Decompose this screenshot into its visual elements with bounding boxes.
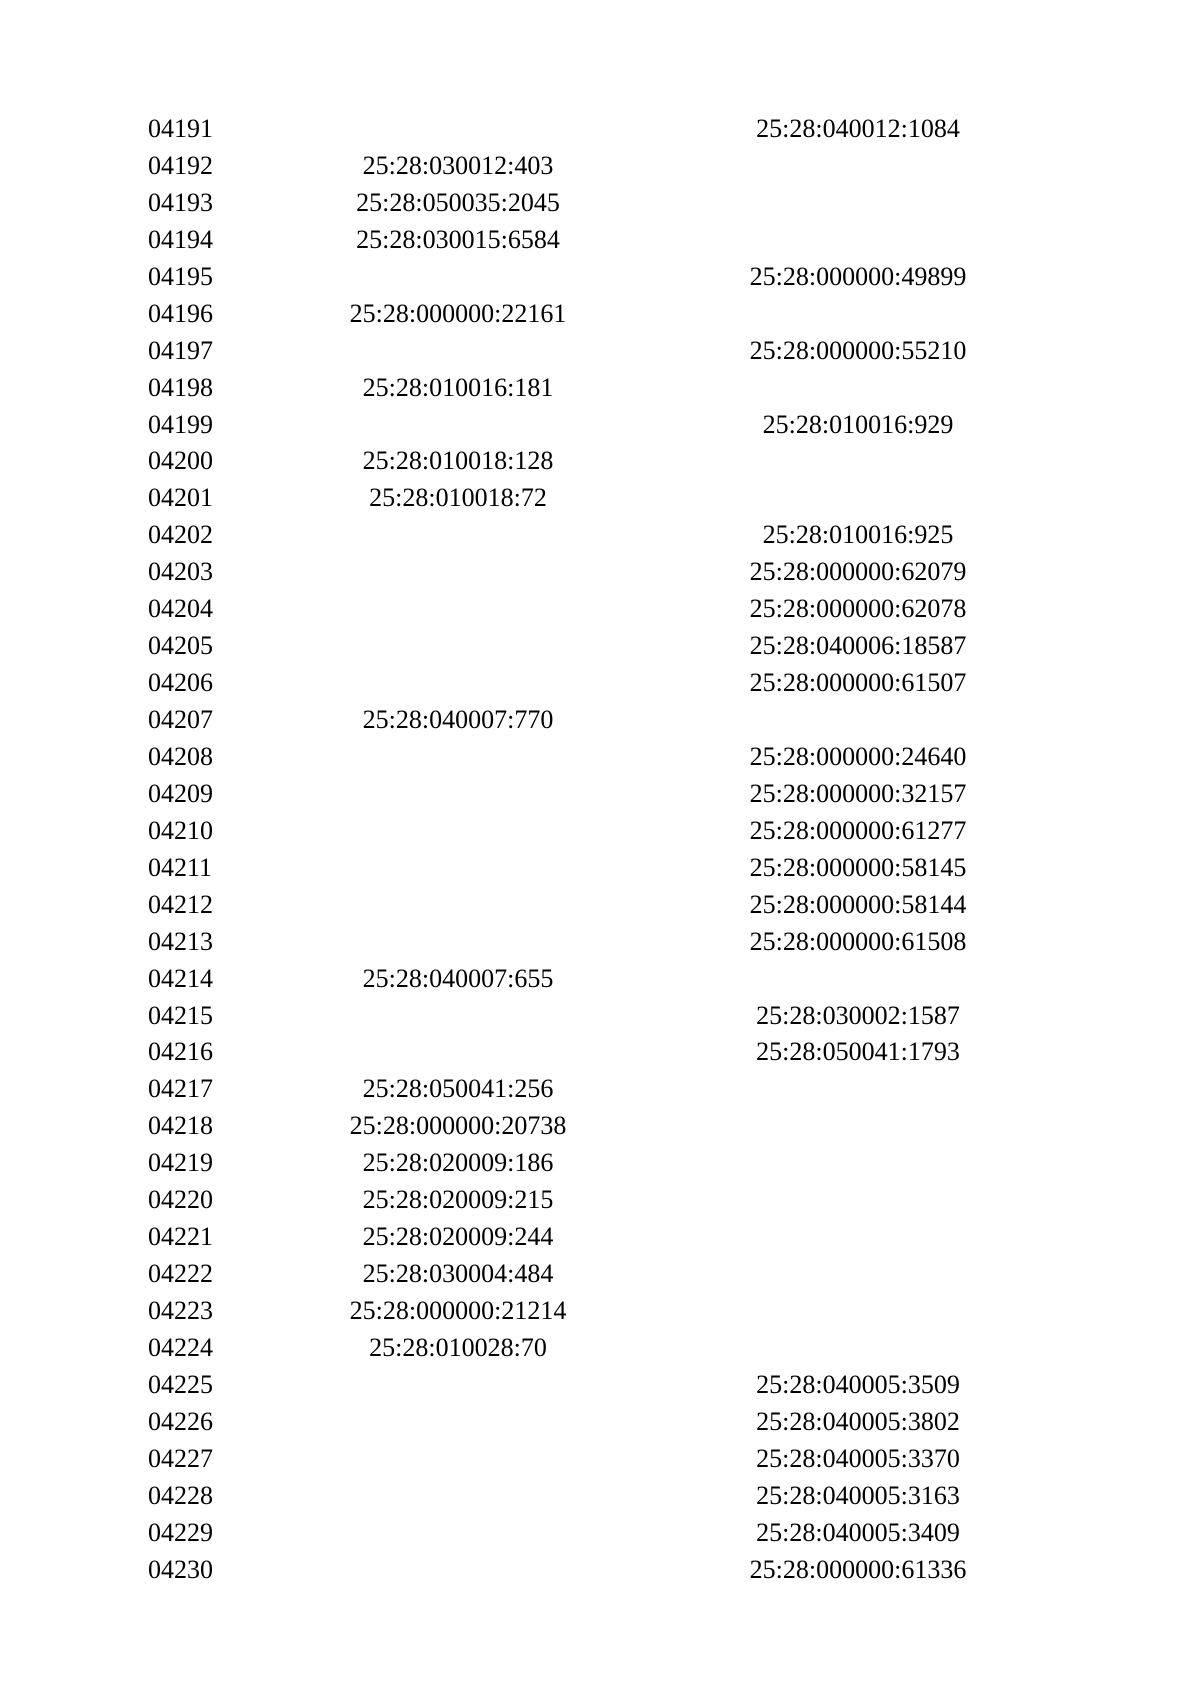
- row-number: 04229: [148, 1517, 213, 1547]
- row-number: 04205: [148, 631, 213, 661]
- row-number: 04230: [148, 1554, 213, 1584]
- table-row: [148, 185, 968, 222]
- row-number: 04214: [148, 963, 213, 993]
- row-number: 04210: [148, 815, 213, 845]
- table-row: [148, 1182, 968, 1219]
- table-row: [148, 407, 968, 444]
- row-number: 04225: [148, 1369, 213, 1399]
- row-number: 04222: [148, 1259, 213, 1289]
- cadastral-number-column-1: 25:28:010028:70: [369, 1332, 547, 1362]
- cadastral-number-column-1: 25:28:020009:215: [362, 1185, 554, 1215]
- row-number: 04202: [148, 520, 213, 550]
- cadastral-number-column-2: 25:28:010016:929: [762, 409, 954, 439]
- cadastral-number-column-1: 25:28:020009:244: [362, 1222, 554, 1252]
- table-row: [148, 1404, 968, 1441]
- row-number: 04211: [148, 852, 213, 882]
- table-row: [148, 776, 968, 813]
- cadastral-number-column-2: 25:28:040005:3163: [756, 1480, 960, 1510]
- row-number: 04192: [148, 150, 213, 180]
- row-number: 04204: [148, 594, 213, 624]
- cadastral-number-column-1: 25:28:010016:181: [362, 372, 554, 402]
- row-number: 04219: [148, 1148, 213, 1178]
- row-number: 04194: [148, 224, 213, 254]
- row-number: 04226: [148, 1406, 213, 1436]
- row-number: 04201: [148, 483, 213, 513]
- table-row: [148, 591, 968, 628]
- cadastral-number-column-2: 25:28:000000:61507: [749, 668, 967, 698]
- row-number: 04216: [148, 1037, 213, 1067]
- table-row: [148, 813, 968, 850]
- cadastral-number-column-2: 25:28:040005:3509: [756, 1369, 960, 1399]
- row-number: 04209: [148, 778, 213, 808]
- row-number: 04207: [148, 705, 213, 734]
- table-row: [148, 1330, 968, 1367]
- cadastral-number-column-2: 25:28:040005:3802: [756, 1406, 960, 1436]
- cadastral-number-column-1: 25:28:040007:655: [362, 963, 554, 993]
- table-row: [148, 702, 968, 739]
- table-row: [148, 1478, 968, 1515]
- cadastral-number-column-1: 25:28:000000:22161: [349, 298, 567, 328]
- cadastral-number-column-2: 25:28:040012:1084: [756, 114, 960, 143]
- row-number: 04228: [148, 1480, 213, 1510]
- cadastral-number-column-2: 25:28:000000:49899: [749, 261, 967, 291]
- cadastral-number-column-1: 25:28:030015:6584: [356, 224, 560, 254]
- table-row: [148, 333, 968, 370]
- cadastral-number-column-2: 25:28:040005:3370: [756, 1443, 960, 1473]
- table-row: [148, 1145, 968, 1182]
- table-row: [148, 1515, 968, 1552]
- table-row: [148, 628, 968, 665]
- table-row: [148, 961, 968, 998]
- cadastral-number-column-2: 25:28:000000:62078: [749, 594, 967, 624]
- cadastral-number-column-1: 25:28:010018:72: [369, 483, 547, 513]
- cadastral-number-column-1: 25:28:050041:256: [362, 1074, 554, 1104]
- cadastral-number-column-2: 25:28:050041:1793: [756, 1037, 960, 1067]
- table-row: [148, 887, 968, 924]
- cadastral-number-column-1: 25:28:000000:21214: [349, 1296, 567, 1325]
- table-row: [148, 1552, 968, 1589]
- row-number: 04220: [148, 1185, 213, 1215]
- table-row: [148, 1367, 968, 1404]
- table-row: [148, 222, 968, 259]
- cadastral-number-column-1: 25:28:000000:20738: [349, 1111, 567, 1141]
- row-number: 04195: [148, 261, 213, 291]
- table-row: [148, 998, 968, 1035]
- table-row: [148, 296, 968, 333]
- row-number: 04193: [148, 187, 213, 217]
- row-number: 04218: [148, 1111, 213, 1141]
- cadastral-number-column-1: 25:28:050035:2045: [356, 187, 560, 217]
- table-row: [148, 259, 968, 296]
- table-row: [148, 1219, 968, 1256]
- cadastral-number-column-2: 25:28:000000:55210: [749, 335, 967, 365]
- cadastral-number-column-1: 25:28:030012:403: [362, 150, 554, 180]
- cadastral-number-column-2: 25:28:000000:32157: [749, 778, 967, 808]
- row-number: 04198: [148, 372, 213, 402]
- row-number: 04224: [148, 1332, 213, 1362]
- row-number: 04206: [148, 668, 213, 698]
- row-number: 04227: [148, 1443, 213, 1473]
- row-number: 04196: [148, 298, 213, 328]
- table-row: [148, 443, 968, 480]
- row-number: 04208: [148, 741, 213, 771]
- row-number: 04199: [148, 409, 213, 439]
- cadastral-number-column-1: 25:28:020009:186: [362, 1148, 554, 1178]
- cadastral-number-column-1: 25:28:040007:770: [362, 705, 554, 734]
- cadastral-number-column-2: 25:28:040006:18587: [749, 631, 967, 661]
- table-row: [148, 924, 968, 961]
- row-number: 04191: [148, 114, 213, 143]
- table-row: [148, 554, 968, 591]
- table-row: [148, 1071, 968, 1108]
- cadastral-number-column-1: 25:28:030004:484: [362, 1259, 554, 1289]
- cadastral-number-column-2: 25:28:000000:58145: [749, 852, 967, 882]
- row-number: 04197: [148, 335, 213, 365]
- table-row: [148, 665, 968, 702]
- row-number: 04221: [148, 1222, 213, 1252]
- row-number: 04200: [148, 446, 213, 476]
- cadastral-number-column-2: 25:28:000000:62079: [749, 557, 967, 587]
- table-row: [148, 850, 968, 887]
- cadastral-number-column-2: 25:28:010016:925: [762, 520, 954, 550]
- row-number: 04215: [148, 1000, 213, 1030]
- row-number: 04203: [148, 557, 213, 587]
- cadastral-number-column-2: 25:28:000000:58144: [749, 889, 967, 919]
- row-number: 04217: [148, 1074, 213, 1104]
- table-row: [148, 480, 968, 517]
- cadastral-number-column-2: 25:28:000000:24640: [749, 741, 967, 771]
- table-row: [148, 370, 968, 407]
- table-row: [148, 1441, 968, 1478]
- table-row: [148, 517, 968, 554]
- table-row: [148, 111, 968, 148]
- cadastral-number-column-2: 25:28:000000:61277: [749, 815, 967, 845]
- table-row: [148, 148, 968, 185]
- table-row: [148, 739, 968, 776]
- row-number: 04212: [148, 889, 213, 919]
- row-number: 04223: [148, 1296, 213, 1325]
- cadastral-number-column-2: 25:28:000000:61336: [749, 1554, 967, 1584]
- table-row: [148, 1293, 968, 1330]
- cadastral-number-column-1: 25:28:010018:128: [362, 446, 554, 476]
- cadastral-number-column-2: 25:28:000000:61508: [749, 926, 967, 956]
- table-row: [148, 1034, 968, 1071]
- table-row: [148, 1108, 968, 1145]
- cadastral-number-column-2: 25:28:040005:3409: [756, 1517, 960, 1547]
- row-number: 04213: [148, 926, 213, 956]
- cadastral-number-table: [148, 111, 968, 1589]
- table-row: [148, 1256, 968, 1293]
- cadastral-number-column-2: 25:28:030002:1587: [756, 1000, 960, 1030]
